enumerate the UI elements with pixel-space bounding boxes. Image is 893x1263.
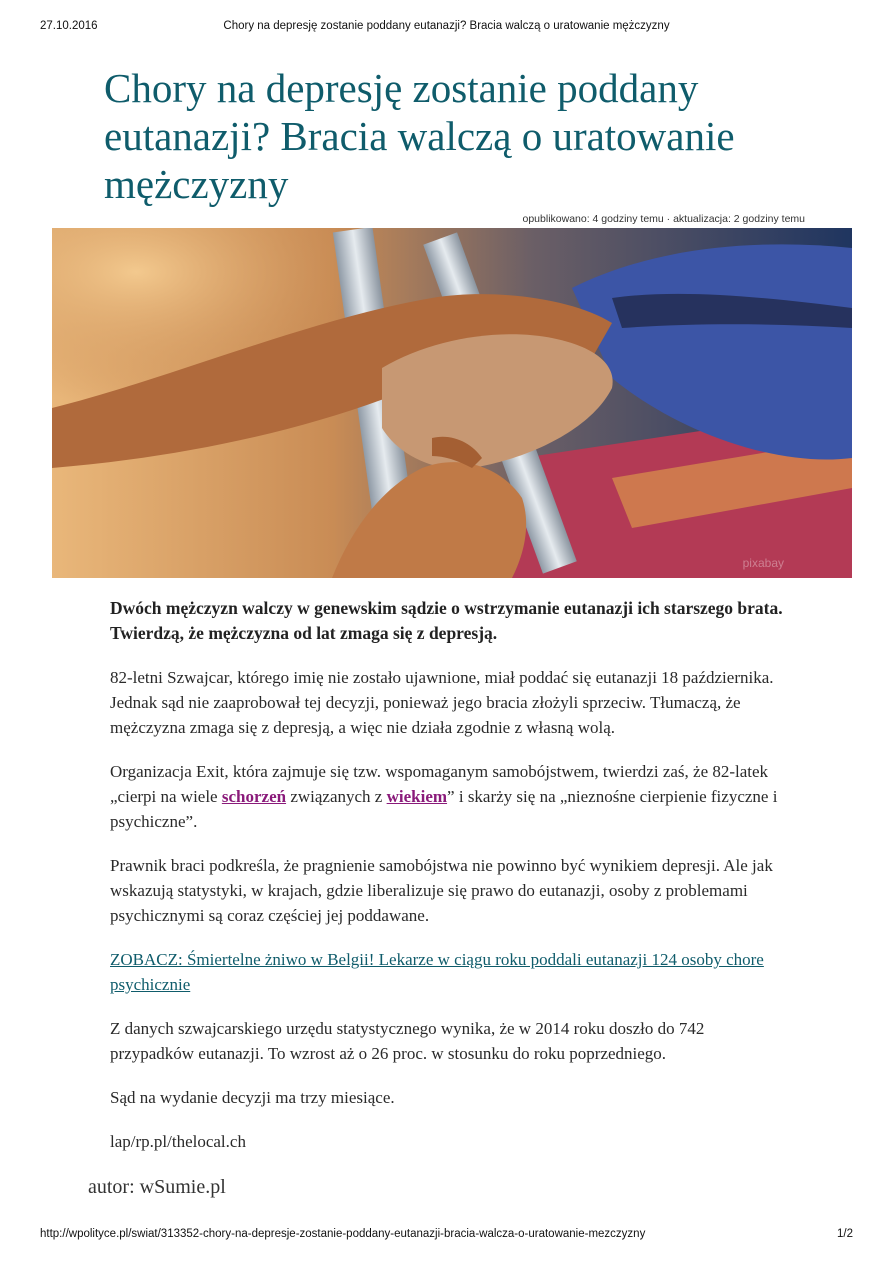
source-line: lap/rp.pl/thelocal.ch bbox=[110, 1132, 246, 1151]
keyword-link-wiekiem[interactable]: wiekiem bbox=[386, 787, 448, 806]
paragraph-4: Z danych szwajcarskiego urzędu statystycznego wynika, że w 2014 roku doszło do 742 przypadków eutanazji. To wzrost aż o 26 proc. w stosunku do roku poprzedniego. bbox=[110, 1019, 705, 1063]
paragraph-2-text: związanych z bbox=[286, 787, 387, 806]
article-photo bbox=[52, 228, 852, 578]
article-headline: Chory na depresję zostanie poddany eutanazji? Bracia walczą o uratowanie mężczyzny bbox=[104, 65, 735, 207]
paragraph-3: Prawnik braci podkreśla, że pragnienie samobójstwa nie powinno być wynikiem depresji. Ale jak wskazują statystyki, w krajach, gdzie liberalizuje się prawo do eutanazji, osoby z problemami psychicznymi są coraz częściej jej poddawane. bbox=[110, 856, 773, 925]
paragraph-2 bbox=[110, 759, 790, 834]
print-header bbox=[0, 20, 893, 36]
paragraph-5: Sąd na wydanie decyzji ma trzy miesiące. bbox=[110, 1088, 395, 1107]
hands-photo-illustration bbox=[52, 228, 852, 578]
paragraph-2-text: ” i skarży się na „nieznośne cierpienie fizyczne i psychiczne”. bbox=[110, 787, 778, 831]
author-line: autor: wSumie.pl bbox=[88, 1176, 226, 1198]
see-also-link[interactable]: ZOBACZ: Śmiertelne żniwo w Belgii! Lekarze w ciągu roku poddali eutanazji 124 osoby chore psychicznie bbox=[110, 950, 764, 994]
photo-credit: pixabay bbox=[742, 556, 784, 570]
print-url: http://wpolityce.pl/swiat/313352-chory-na-depresje-zostanie-poddany-eutanazji-bracia-walcza-o-uratowanie-mezczyzny bbox=[40, 1228, 646, 1240]
article-lead: Dwóch mężczyzn walczy w genewskim sądzie o wstrzymanie eutanazji ich starszego brata. Twierdzą, że mężczyzna od lat zmaga się z depresją. bbox=[110, 598, 783, 643]
article-body bbox=[110, 596, 790, 1173]
print-date: 27.10.2016 bbox=[40, 20, 98, 32]
keyword-link-schorzen[interactable]: schorzeń bbox=[221, 787, 287, 806]
paragraph-2-text: Organizacja Exit, która zajmuje się tzw. wspomaganym samobójstwem, twierdzi zaś, że 82-latek „cierpi na wiele bbox=[110, 762, 769, 806]
publish-meta: opublikowano: 4 godziny temu · aktualizacja: 2 godziny temu bbox=[522, 213, 805, 225]
page-number: 1/2 bbox=[837, 1228, 853, 1240]
print-page-title: Chory na depresję zostanie poddany eutanazji? Bracia walczą o uratowanie mężczyzny bbox=[223, 20, 670, 32]
paragraph-1: 82-letni Szwajcar, którego imię nie zostało ujawnione, miał poddać się eutanazji 18 października. Jednak sąd nie zaaprobował tej decyzji, ponieważ jego bracia złożyli sprzeciw. Tłumaczą, że mężczyzna zmaga się z depresją, a więc nie działa zgodnie z własną wolą. bbox=[110, 668, 774, 737]
print-footer bbox=[0, 1228, 893, 1244]
